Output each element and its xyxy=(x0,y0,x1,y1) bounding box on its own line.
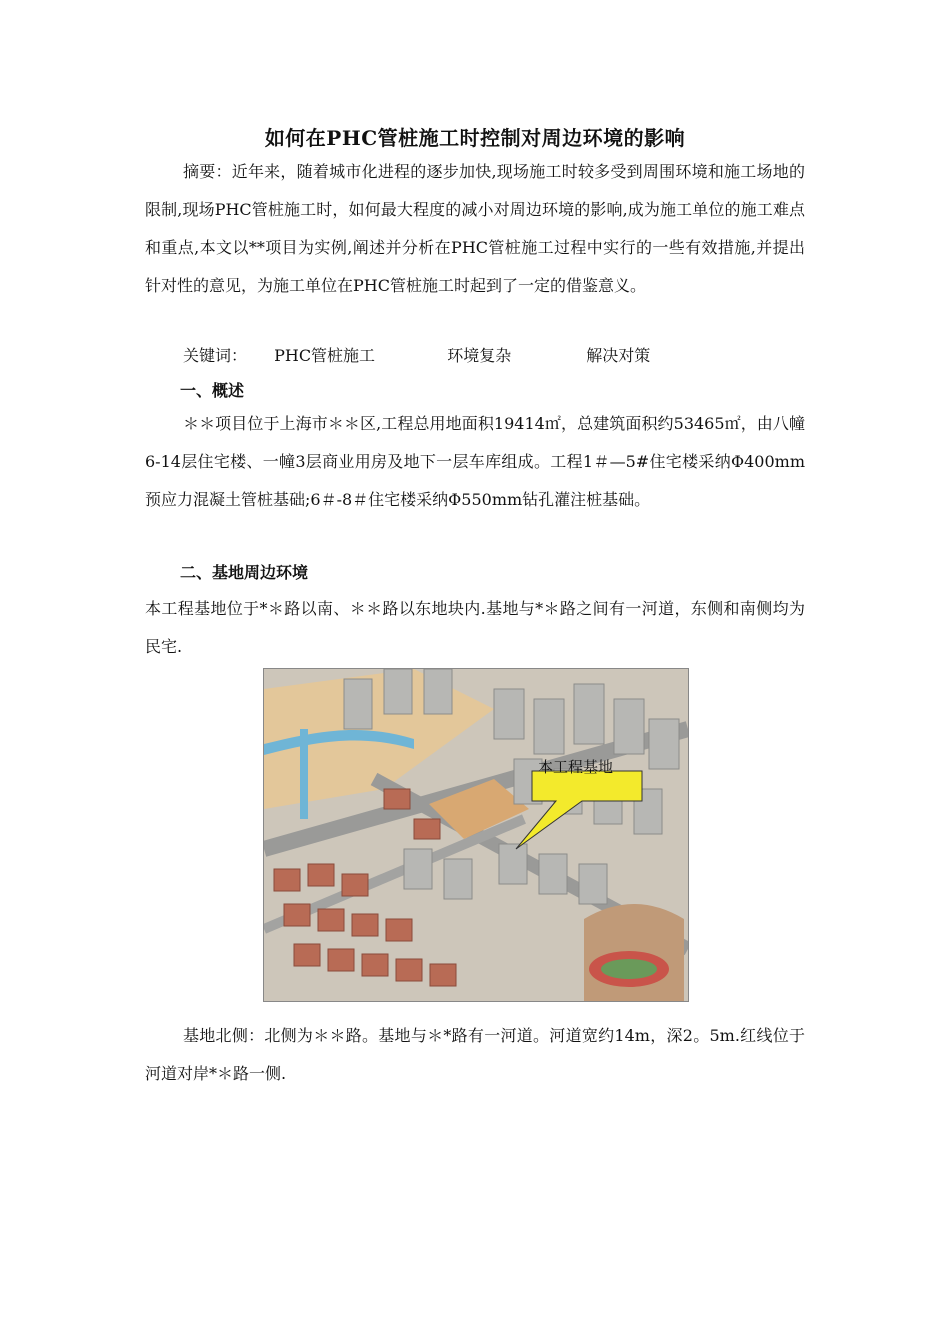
aerial-illustration xyxy=(264,669,688,1001)
keywords-label: 关键词： xyxy=(183,346,248,365)
keyword-1: PHC管桩施工 xyxy=(274,346,376,365)
document-title: 如何在PHC管桩施工时控制对周边环境的影响 xyxy=(264,126,686,150)
keyword-3: 解决对策 xyxy=(586,346,651,365)
keyword-2: 环境复杂 xyxy=(447,346,512,365)
section-heading-surroundings: 二、基地周边环境 xyxy=(180,563,309,582)
keywords-line xyxy=(183,343,650,369)
map-callout-label: 本工程基地 xyxy=(538,758,614,776)
surroundings-paragraph: 本工程基地位于*＊路以南、＊＊路以东地块内.基地与*＊路之间有一河道，东侧和南侧均为民宅. xyxy=(145,599,805,656)
north-side-paragraph: 基地北侧：北侧为＊＊路。基地与＊*路有一河道。河道宽约14m，深2。5m.红线位于河道对岸*＊路一侧. xyxy=(145,1026,805,1083)
site-aerial-map xyxy=(263,668,689,1002)
overview-paragraph: ＊＊项目位于上海市＊＊区,工程总用地面积19414㎡，总建筑面积约53465㎡，由八幢6-14层住宅楼、一幢3层商业用房及地下一层车库组成。工程1＃—5#住宅楼采纳Φ400mm预应力混凝土管桩基础;6＃-8＃住宅楼采纳Φ550mm钻孔灌注桩基础。 xyxy=(145,414,805,509)
abstract-paragraph: 摘要：近年来，随着城市化进程的逐步加快,现场施工时较多受到周围环境和施工场地的限制,现场PHC管桩施工时，如何最大程度的减小对周边环境的影响,成为施工单位的施工难点和重点,本文以**项目为实例,阐述并分析在PHC管桩施工过程中实行的一些有效措施,并提出针对性的意见，为施工单位在PHC管桩施工时起到了一定的借鉴意义。 xyxy=(145,162,805,295)
section-heading-overview: 一、概述 xyxy=(180,381,245,400)
